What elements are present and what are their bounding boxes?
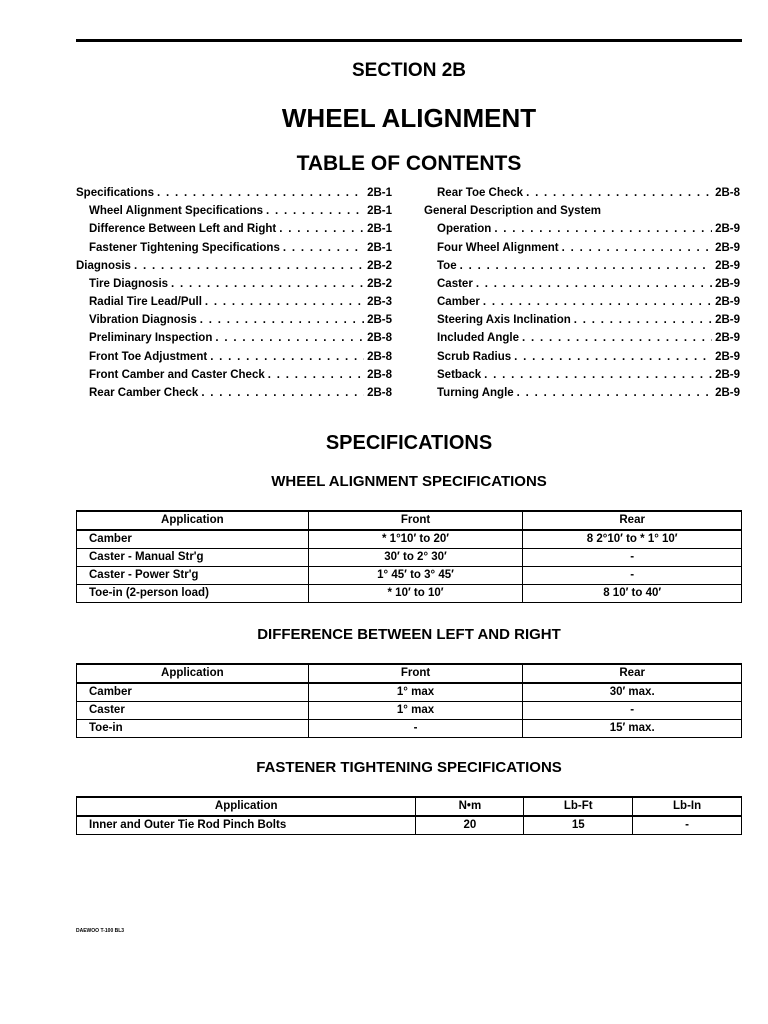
- toc-entry: [424, 330, 740, 348]
- toc-entry: [424, 293, 740, 311]
- toc-entry: [424, 275, 740, 293]
- table-row: [77, 702, 742, 720]
- column-header: Application: [77, 511, 309, 530]
- toc-entry: [424, 311, 740, 329]
- value-cell: 15′ max.: [523, 720, 742, 738]
- toc-entry-page: 2B-9: [715, 314, 740, 327]
- value-cell: 15: [524, 816, 633, 835]
- value-cell: 1° 45′ to 3° 45′: [308, 567, 523, 585]
- toc-entry-page: 2B-8: [367, 332, 392, 345]
- row-label-cell: Toe-in: [77, 720, 309, 738]
- toc-entry-page: 2B-9: [715, 387, 740, 400]
- toc-entry: [76, 384, 392, 402]
- column-header: Rear: [523, 664, 742, 683]
- toc-entry: [424, 366, 740, 384]
- toc-entry: [76, 239, 392, 257]
- toc-leader-dots: [476, 275, 712, 293]
- column-header: Lb-Ft: [524, 797, 633, 816]
- table-row: [77, 549, 742, 567]
- toc-entry-title: Vibration Diagnosis: [89, 314, 197, 327]
- value-cell: 1° max: [308, 702, 523, 720]
- toc-leader-dots: [279, 220, 364, 238]
- toc-entry-title: Preliminary Inspection: [89, 332, 213, 345]
- column-header: N•m: [416, 797, 524, 816]
- toc-entry-title: Caster: [437, 277, 473, 290]
- toc-leader-dots: [134, 257, 364, 275]
- value-cell: -: [523, 702, 742, 720]
- toc-entry-page: 2B-9: [715, 332, 740, 345]
- toc-entry: [424, 257, 740, 275]
- toc-leader-dots: [266, 202, 364, 220]
- toc-entry-page: 2B-9: [715, 277, 740, 290]
- toc-entry-title: Rear Camber Check: [89, 387, 199, 400]
- value-cell: -: [523, 567, 742, 585]
- toc-entry-page: 2B-8: [715, 186, 740, 199]
- toc-entry-page: 2B-2: [367, 259, 392, 272]
- toc-entry: [76, 311, 392, 329]
- toc-leader-dots: [268, 366, 364, 384]
- toc-entry: [76, 366, 392, 384]
- toc-entry: [76, 293, 392, 311]
- difference-table: [76, 663, 742, 738]
- toc-entry: [76, 330, 392, 348]
- row-label-cell: Caster - Manual Str'g: [77, 549, 309, 567]
- toc-leader-dots: [526, 184, 712, 202]
- section-label: SECTION 2B: [351, 60, 467, 81]
- toc-entry-page: 2B-8: [367, 368, 392, 381]
- value-cell: * 10′ to 10′: [308, 585, 523, 603]
- column-header: Lb-In: [633, 797, 742, 816]
- toc-entry-page: 2B-2: [367, 277, 392, 290]
- toc-entry: [424, 348, 740, 366]
- toc-leader-dots: [201, 384, 364, 402]
- toc-entry: [76, 220, 392, 238]
- value-cell: 1° max: [308, 683, 523, 702]
- toc-entry-page: 2B-9: [715, 296, 740, 309]
- toc-entry-page: 2B-9: [715, 368, 740, 381]
- toc-entry-title: Steering Axis Inclination: [437, 314, 571, 327]
- toc-entry-title: Diagnosis: [76, 259, 131, 272]
- value-cell: * 1°10′ to 20′: [308, 530, 523, 549]
- fastener-table: [76, 796, 742, 835]
- table-row: [77, 585, 742, 603]
- toc-leader-dots: [157, 184, 364, 202]
- toc-entry-page: 2B-8: [367, 350, 392, 363]
- row-label-cell: Inner and Outer Tie Rod Pinch Bolts: [77, 816, 416, 835]
- toc-leader-dots: [210, 348, 364, 366]
- toc-entry-title: Wheel Alignment Specifications: [89, 205, 264, 218]
- table-row: [77, 567, 742, 585]
- row-label-cell: Caster - Power Str'g: [77, 567, 309, 585]
- fastener-heading: FASTENER TIGHTENING SPECIFICATIONS: [256, 759, 562, 776]
- toc-entry: [424, 184, 740, 202]
- toc-entry-page: 2B-9: [715, 241, 740, 254]
- table-row: [77, 683, 742, 702]
- toc-entry: [76, 202, 392, 220]
- toc-entry-title: Four Wheel Alignment: [437, 241, 559, 254]
- value-cell: -: [308, 720, 523, 738]
- toc-entry: [424, 202, 740, 220]
- toc-leader-dots: [200, 311, 364, 329]
- toc-entry-page: 2B-1: [367, 223, 392, 236]
- toc-entry-title: Tire Diagnosis: [89, 277, 169, 290]
- toc-entry-page: 2B-3: [367, 296, 392, 309]
- toc-leader-dots: [494, 220, 712, 238]
- toc-leader-dots: [483, 293, 712, 311]
- toc-entry-title: Specifications: [76, 186, 154, 199]
- toc-leader-dots: [517, 384, 712, 402]
- column-header: Application: [77, 664, 309, 683]
- value-cell: 8 10′ to 40′: [523, 585, 742, 603]
- value-cell: 30′ max.: [523, 683, 742, 702]
- table-row: [77, 530, 742, 549]
- toc-entry-title: Radial Tire Lead/Pull: [89, 296, 202, 309]
- toc-leader-dots: [171, 275, 364, 293]
- toc-entry-title: Difference Between Left and Right: [89, 223, 277, 236]
- toc-entry-title: General Description and System: [424, 205, 602, 218]
- toc-left-column: [76, 184, 392, 402]
- value-cell: 8 2°10′ to * 1° 10′: [523, 530, 742, 549]
- toc-entry-title: Operation: [437, 223, 492, 236]
- toc-entry-page: 2B-8: [367, 387, 392, 400]
- toc-entry-page: 2B-1: [367, 205, 392, 218]
- toc-entry-page: 2B-1: [367, 241, 392, 254]
- toc-leader-dots: [522, 329, 712, 347]
- toc-entry: [424, 220, 740, 238]
- toc-leader-dots: [215, 329, 364, 347]
- toc-entry-title: Turning Angle: [437, 387, 514, 400]
- value-cell: 30′ to 2° 30′: [308, 549, 523, 567]
- table-row: [77, 816, 742, 835]
- toc-entry-page: 2B-9: [715, 259, 740, 272]
- toc-leader-dots: [574, 311, 712, 329]
- value-cell: -: [633, 816, 742, 835]
- toc-entry: [76, 348, 392, 366]
- toc-leader-dots: [460, 257, 712, 275]
- wheel-alignment-heading: WHEEL ALIGNMENT SPECIFICATIONS: [271, 473, 547, 490]
- toc-entry-page: 2B-5: [367, 314, 392, 327]
- toc-entry: [424, 239, 740, 257]
- difference-heading: DIFFERENCE BETWEEN LEFT AND RIGHT: [257, 626, 561, 643]
- toc-leader-dots: [484, 366, 712, 384]
- toc-entry: [76, 257, 392, 275]
- column-header: Front: [308, 511, 523, 530]
- value-cell: -: [523, 549, 742, 567]
- toc-leader-dots: [514, 348, 712, 366]
- toc-entry-title: Scrub Radius: [437, 350, 512, 363]
- toc-leader-dots: [562, 239, 712, 257]
- row-label-cell: Camber: [77, 530, 309, 549]
- toc-entry: [76, 275, 392, 293]
- table-row: [77, 720, 742, 738]
- toc-entry-title: Front Camber and Caster Check: [89, 368, 265, 381]
- column-header: Application: [77, 797, 416, 816]
- toc-entry-page: 2B-9: [715, 223, 740, 236]
- toc-title: TABLE OF CONTENTS: [296, 152, 522, 175]
- specifications-heading: SPECIFICATIONS: [325, 432, 493, 454]
- toc-leader-dots: [205, 293, 364, 311]
- toc-entry-title: Front Toe Adjustment: [89, 350, 208, 363]
- column-header: Front: [308, 664, 523, 683]
- value-cell: 20: [416, 816, 524, 835]
- page-title: WHEEL ALIGNMENT: [281, 103, 537, 133]
- toc-entry-title: Fastener Tightening Specifications: [89, 241, 280, 254]
- toc-entry: [76, 184, 392, 202]
- toc-entry-page: 2B-1: [367, 186, 392, 199]
- column-header: Rear: [523, 511, 742, 530]
- toc-entry: [424, 384, 740, 402]
- toc-entry-page: 2B-9: [715, 350, 740, 363]
- row-label-cell: Caster: [77, 702, 309, 720]
- toc-entry-title: Included Angle: [437, 332, 519, 345]
- top-rule: [76, 39, 742, 42]
- toc-entry-title: Rear Toe Check: [437, 186, 524, 199]
- toc-entry-title: Toe: [437, 259, 457, 272]
- row-label-cell: Toe-in (2-person load): [77, 585, 309, 603]
- toc-right-column: [424, 184, 740, 402]
- footer-code: DAEWOO T-100 BL3: [76, 928, 125, 934]
- toc-entry-title: Camber: [437, 296, 480, 309]
- wheel-alignment-table: [76, 510, 742, 603]
- row-label-cell: Camber: [77, 683, 309, 702]
- toc-leader-dots: [283, 239, 364, 257]
- toc-entry-title: Setback: [437, 368, 482, 381]
